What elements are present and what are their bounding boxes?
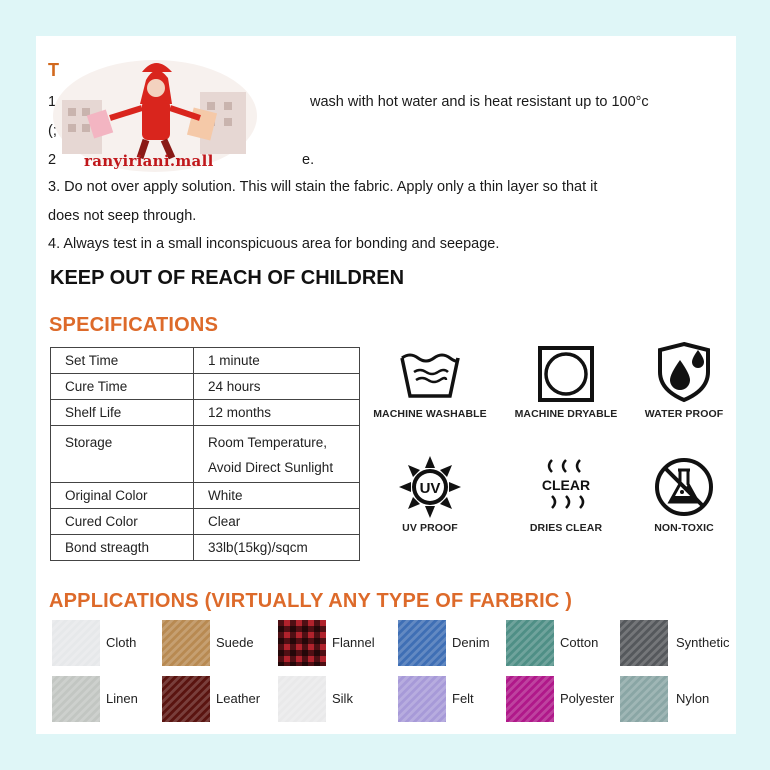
fabric-swatch (620, 620, 668, 666)
table-row (51, 483, 360, 509)
spec-key: Cured Color (51, 509, 194, 535)
fabric-swatch (278, 620, 326, 666)
non-toxic-icon (652, 456, 716, 518)
table-row (51, 374, 360, 400)
spec-key: Original Color (51, 483, 194, 509)
fabric-name: Felt (452, 691, 474, 706)
applications-title: APPLICATIONS (VIRTUALLY ANY TYPE OF FARBRIC ) (49, 590, 573, 612)
fabric-swatch (506, 676, 554, 722)
fabric-name: Nylon (676, 691, 710, 706)
fabric-name: Synthetic (676, 635, 730, 650)
fabric-swatch (278, 676, 326, 722)
product-info-card (36, 36, 736, 734)
instruction-line-2-number: 2 (48, 152, 57, 168)
fabric-name: Suede (216, 635, 254, 650)
feature-machine-washable (370, 344, 490, 420)
warning-text: KEEP OUT OF REACH OF CHILDREN (50, 267, 405, 289)
instruction-line-1-number: 1 (48, 94, 57, 110)
specifications-title: SPECIFICATIONS (49, 314, 219, 336)
feature-label: MACHINE DRYABLE (514, 408, 618, 420)
feature-label: WATER PROOF (644, 408, 724, 420)
spec-key: Storage (51, 426, 194, 483)
spec-value: Clear (194, 509, 360, 535)
fabric-swatch (506, 620, 554, 666)
table-row (51, 348, 360, 374)
table-row (51, 535, 360, 561)
feature-label: DRIES CLEAR (529, 522, 603, 534)
spec-key: Bond streagth (51, 535, 194, 561)
shop-watermark-text: ranyiriani.mall (84, 152, 214, 170)
feature-uv-proof (370, 456, 490, 534)
fabric-swatch (162, 620, 210, 666)
fabric-name: Cloth (106, 635, 137, 650)
fabric-name: Flannel (332, 635, 375, 650)
fabric-name: Linen (106, 691, 138, 706)
spec-value: 12 months (194, 400, 360, 426)
instruction-line-3: 3. Do not over apply solution. This will stain the fabric. Apply only a thin layer so that it (48, 179, 598, 195)
spec-value-line-2: Avoid Direct Sunlight (208, 460, 334, 475)
fabric-swatch (52, 676, 100, 722)
feature-label: NON-TOXIC (654, 522, 714, 534)
spec-key: Set Time (51, 348, 194, 374)
feature-label: UV PROOF (402, 522, 458, 534)
instruction-line-1-cont: (; (48, 123, 57, 139)
spec-value: 1 minute (194, 348, 360, 374)
instruction-line-3-cont: does not seep through. (48, 208, 197, 224)
feature-water-proof (624, 340, 736, 420)
water-proof-icon (652, 340, 716, 404)
fabric-swatch (398, 676, 446, 722)
spec-value: 33lb(15kg)/sqcm (194, 535, 360, 561)
specifications-table (50, 347, 360, 561)
table-row (51, 426, 360, 483)
instructions-heading: T (48, 60, 59, 80)
clear-badge-text: CLEAR (541, 477, 591, 493)
feature-label: MACHINE WASHABLE (373, 408, 487, 420)
instruction-line-4: 4. Always test in a small inconspicuous area for bonding and seepage. (48, 236, 500, 252)
uv-proof-icon (398, 456, 462, 518)
spec-value: White (194, 483, 360, 509)
fabric-name: Cotton (560, 635, 599, 650)
fabric-name: Silk (332, 691, 353, 706)
feature-non-toxic (624, 456, 736, 534)
table-row (51, 400, 360, 426)
fabric-swatch (52, 620, 100, 666)
spec-value: 24 hours (194, 374, 360, 400)
table-row (51, 509, 360, 535)
uv-badge-text: UV (419, 480, 441, 497)
dries-clear-icon (534, 456, 598, 518)
feature-dries-clear (506, 456, 626, 534)
fabric-name: Polyester (560, 691, 615, 706)
spec-key: Cure Time (51, 374, 194, 400)
fabric-swatch (620, 676, 668, 722)
feature-machine-dryable (506, 344, 626, 420)
fabric-swatch (398, 620, 446, 666)
machine-dryable-icon (534, 344, 598, 404)
instruction-line-1: wash with hot water and is heat resistant up to 100°c (310, 94, 649, 110)
spec-value (194, 426, 360, 483)
fabric-name: Denim (452, 635, 490, 650)
instruction-line-2: e. (302, 152, 315, 168)
machine-washable-icon (398, 344, 462, 404)
spec-key: Shelf Life (51, 400, 194, 426)
spec-value-line-1: Room Temperature, (208, 435, 328, 450)
fabric-name: Leather (216, 691, 261, 706)
fabric-swatch (162, 676, 210, 722)
